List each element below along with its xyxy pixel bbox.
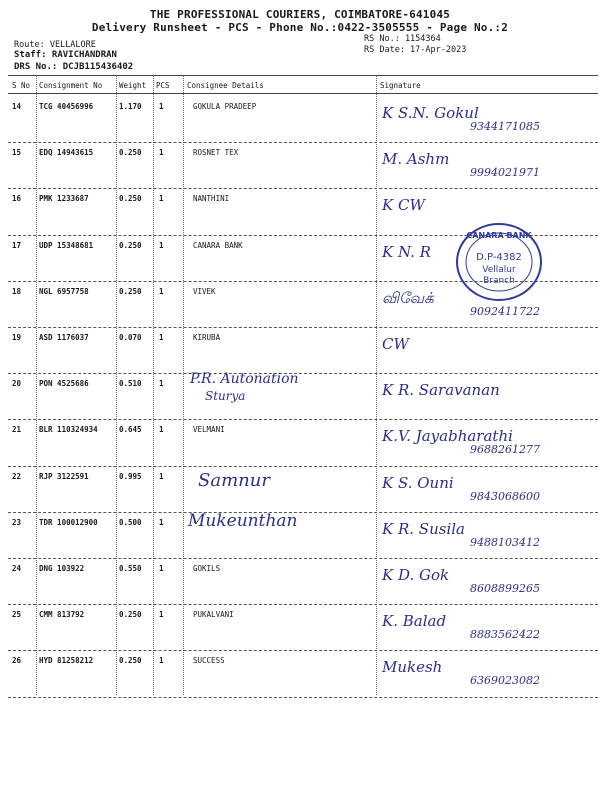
row-separator — [8, 188, 598, 189]
cell-pcs: 1 — [159, 148, 164, 158]
cell-weight: 0.995 — [119, 471, 142, 481]
row-separator — [8, 142, 598, 143]
stamp-code-text: D.P-4382 — [476, 252, 522, 263]
row-separator — [8, 419, 598, 420]
col-divider — [36, 75, 37, 695]
row-separator — [8, 466, 598, 467]
col-header-signature: Signature — [380, 81, 421, 90]
cell-consignment: HYD 81258212 — [39, 656, 94, 666]
cell-weight: 0.250 — [119, 240, 142, 250]
cell-pcs: 1 — [159, 656, 164, 666]
stamp-place-text: Vellalur — [482, 265, 516, 275]
cell-pcs: 1 — [159, 471, 164, 481]
col-divider — [116, 75, 117, 695]
cell-consignee: GOKILS — [193, 564, 221, 573]
cell-sno: 20 — [12, 379, 22, 389]
cell-consignment: NGL 6957758 — [39, 286, 89, 296]
runsheet-subtitle: Delivery Runsheet - PCS - Phone No.:0422-3505555 - Page No.:2 — [91, 21, 509, 34]
signature-phone: 9344171085 — [470, 120, 540, 133]
signature-phone: 8608899265 — [470, 582, 540, 595]
cell-consignment: UDP 15348681 — [39, 240, 94, 250]
signature-phone: 9488103412 — [470, 535, 540, 549]
drs-label: DRS No.: DCJB115436402 — [14, 62, 134, 72]
row-separator — [8, 697, 598, 698]
cell-consignee: PUKALVANI — [193, 610, 234, 620]
cell-pcs: 1 — [159, 102, 164, 111]
signature-handwriting: K S. Ouni — [382, 473, 454, 492]
cell-sno: 18 — [12, 286, 22, 296]
cell-consignment: EDQ 14943615 — [39, 148, 94, 158]
cell-consignment: ASD 1176037 — [39, 333, 89, 342]
handwritten-consignee: P.R. Autonation — [190, 371, 299, 387]
signature-handwriting: K.V. Jayabharathi — [382, 427, 513, 446]
cell-pcs: 1 — [159, 379, 164, 389]
col-divider — [153, 75, 154, 695]
signature-handwriting: விவேக் — [382, 288, 434, 307]
cell-sno: 26 — [12, 656, 22, 666]
cell-weight: 0.500 — [119, 517, 142, 527]
cell-consignment: CMM 813792 — [39, 610, 85, 620]
table-top-rule — [8, 75, 598, 76]
route-label: Route: VELLALORE — [14, 40, 96, 50]
cell-consignment: DNG 103922 — [39, 564, 85, 573]
cell-pcs: 1 — [159, 517, 164, 527]
cell-pcs: 1 — [159, 286, 164, 296]
signature-handwriting: M. Ashm — [382, 150, 450, 169]
cell-weight: 0.250 — [119, 286, 142, 296]
cell-sno: 25 — [12, 610, 22, 620]
signature-handwriting: K R. Susila — [382, 519, 465, 538]
cell-consignment: BLR 110324934 — [39, 425, 98, 435]
cell-consignee: KIRUBA — [193, 333, 221, 342]
signature-phone: 9843068600 — [470, 489, 540, 503]
cell-pcs: 1 — [159, 333, 164, 342]
cell-sno: 17 — [12, 240, 22, 250]
signature-handwriting: K N. R — [382, 242, 431, 261]
row-separator — [8, 373, 598, 374]
cell-pcs: 1 — [159, 240, 164, 250]
col-header-consignment: Consignment No — [39, 81, 103, 90]
cell-consignment: TCG 40456996 — [39, 102, 94, 111]
cell-sno: 16 — [12, 194, 22, 204]
signature-handwriting: K. Balad — [382, 612, 447, 631]
table-header-rule — [8, 93, 598, 94]
bank-stamp-icon — [455, 222, 543, 302]
cell-weight: 0.645 — [119, 425, 142, 435]
col-header-sno: S No — [12, 81, 31, 90]
row-separator — [8, 604, 598, 605]
cell-pcs: 1 — [159, 194, 164, 204]
signature-handwriting: K S.N. Gokul — [382, 104, 479, 122]
cell-consignee: VELMANI — [193, 425, 225, 435]
cell-consignee: NANTHINI — [193, 194, 230, 204]
company-title: THE PROFESSIONAL COURIERS, COIMBATORE-641045 — [149, 8, 451, 21]
signature-phone: 9092411722 — [470, 304, 540, 318]
cell-pcs: 1 — [159, 564, 164, 573]
signature-handwriting: K R. Saravanan — [382, 381, 500, 400]
cell-consignee: GOKULA PRADEEP — [193, 102, 257, 111]
signature-handwriting: Mukesh — [382, 658, 443, 677]
row-separator — [8, 327, 598, 328]
cell-weight: 0.550 — [119, 564, 142, 573]
stamp-top-text: CANARA BANK — [466, 231, 532, 240]
signature-phone: 8883562422 — [470, 628, 540, 642]
rs-no-label: RS No.: 1154364 — [364, 34, 441, 44]
row-separator — [8, 558, 598, 559]
signature-handwriting: CW — [382, 335, 409, 353]
cell-pcs: 1 — [159, 610, 164, 620]
cell-consignment: RJP 3122591 — [39, 471, 89, 481]
signature-handwriting: K D. Gok — [382, 566, 450, 584]
handwritten-consignee: Mukeunthan — [188, 511, 298, 531]
signature-phone: 9688261277 — [470, 443, 540, 457]
col-header-pcs: PCS — [156, 81, 170, 90]
cell-pcs: 1 — [159, 425, 164, 435]
signature-phone: 9994021971 — [470, 166, 540, 180]
signature-handwriting: K CW — [382, 196, 425, 215]
signature-phone: 6369023082 — [470, 674, 540, 688]
cell-consignment: PON 4525686 — [39, 379, 89, 389]
rs-date-label: RS Date: 17-Apr-2023 — [364, 45, 467, 55]
handwritten-consignee: Samnur — [198, 470, 270, 491]
cell-sno: 21 — [12, 425, 22, 435]
cell-consignee: SUCCESS — [193, 656, 225, 666]
col-divider — [183, 75, 184, 695]
cell-weight: 1.170 — [119, 102, 142, 111]
cell-weight: 0.250 — [119, 194, 142, 204]
stamp-branch-text: Branch — [483, 276, 515, 286]
row-separator — [8, 512, 598, 513]
col-header-consignee: Consignee Details — [187, 81, 264, 90]
cell-weight: 0.250 — [119, 656, 142, 666]
cell-weight: 0.250 — [119, 610, 142, 620]
cell-weight: 0.250 — [119, 148, 142, 158]
cell-consignment: PMK 1233687 — [39, 194, 89, 204]
cell-weight: 0.510 — [119, 379, 142, 389]
cell-sno: 23 — [12, 517, 22, 527]
cell-weight: 0.070 — [119, 333, 142, 342]
row-separator — [8, 650, 598, 651]
cell-sno: 19 — [12, 333, 22, 342]
cell-consignee: VIVEK — [193, 286, 216, 296]
handwritten-consignee: Sturya — [205, 389, 246, 403]
cell-sno: 22 — [12, 471, 22, 481]
cell-consignee: CANARA BANK — [193, 240, 243, 250]
cell-sno: 14 — [12, 102, 22, 111]
cell-sno: 15 — [12, 148, 22, 158]
col-divider — [376, 75, 377, 695]
cell-sno: 24 — [12, 564, 22, 573]
col-header-weight: Weight — [119, 81, 147, 90]
cell-consignment: TDR 100012900 — [39, 517, 98, 527]
cell-consignee: ROSNET TEX — [193, 148, 239, 158]
staff-label: Staff: RAVICHANDRAN — [14, 50, 117, 60]
